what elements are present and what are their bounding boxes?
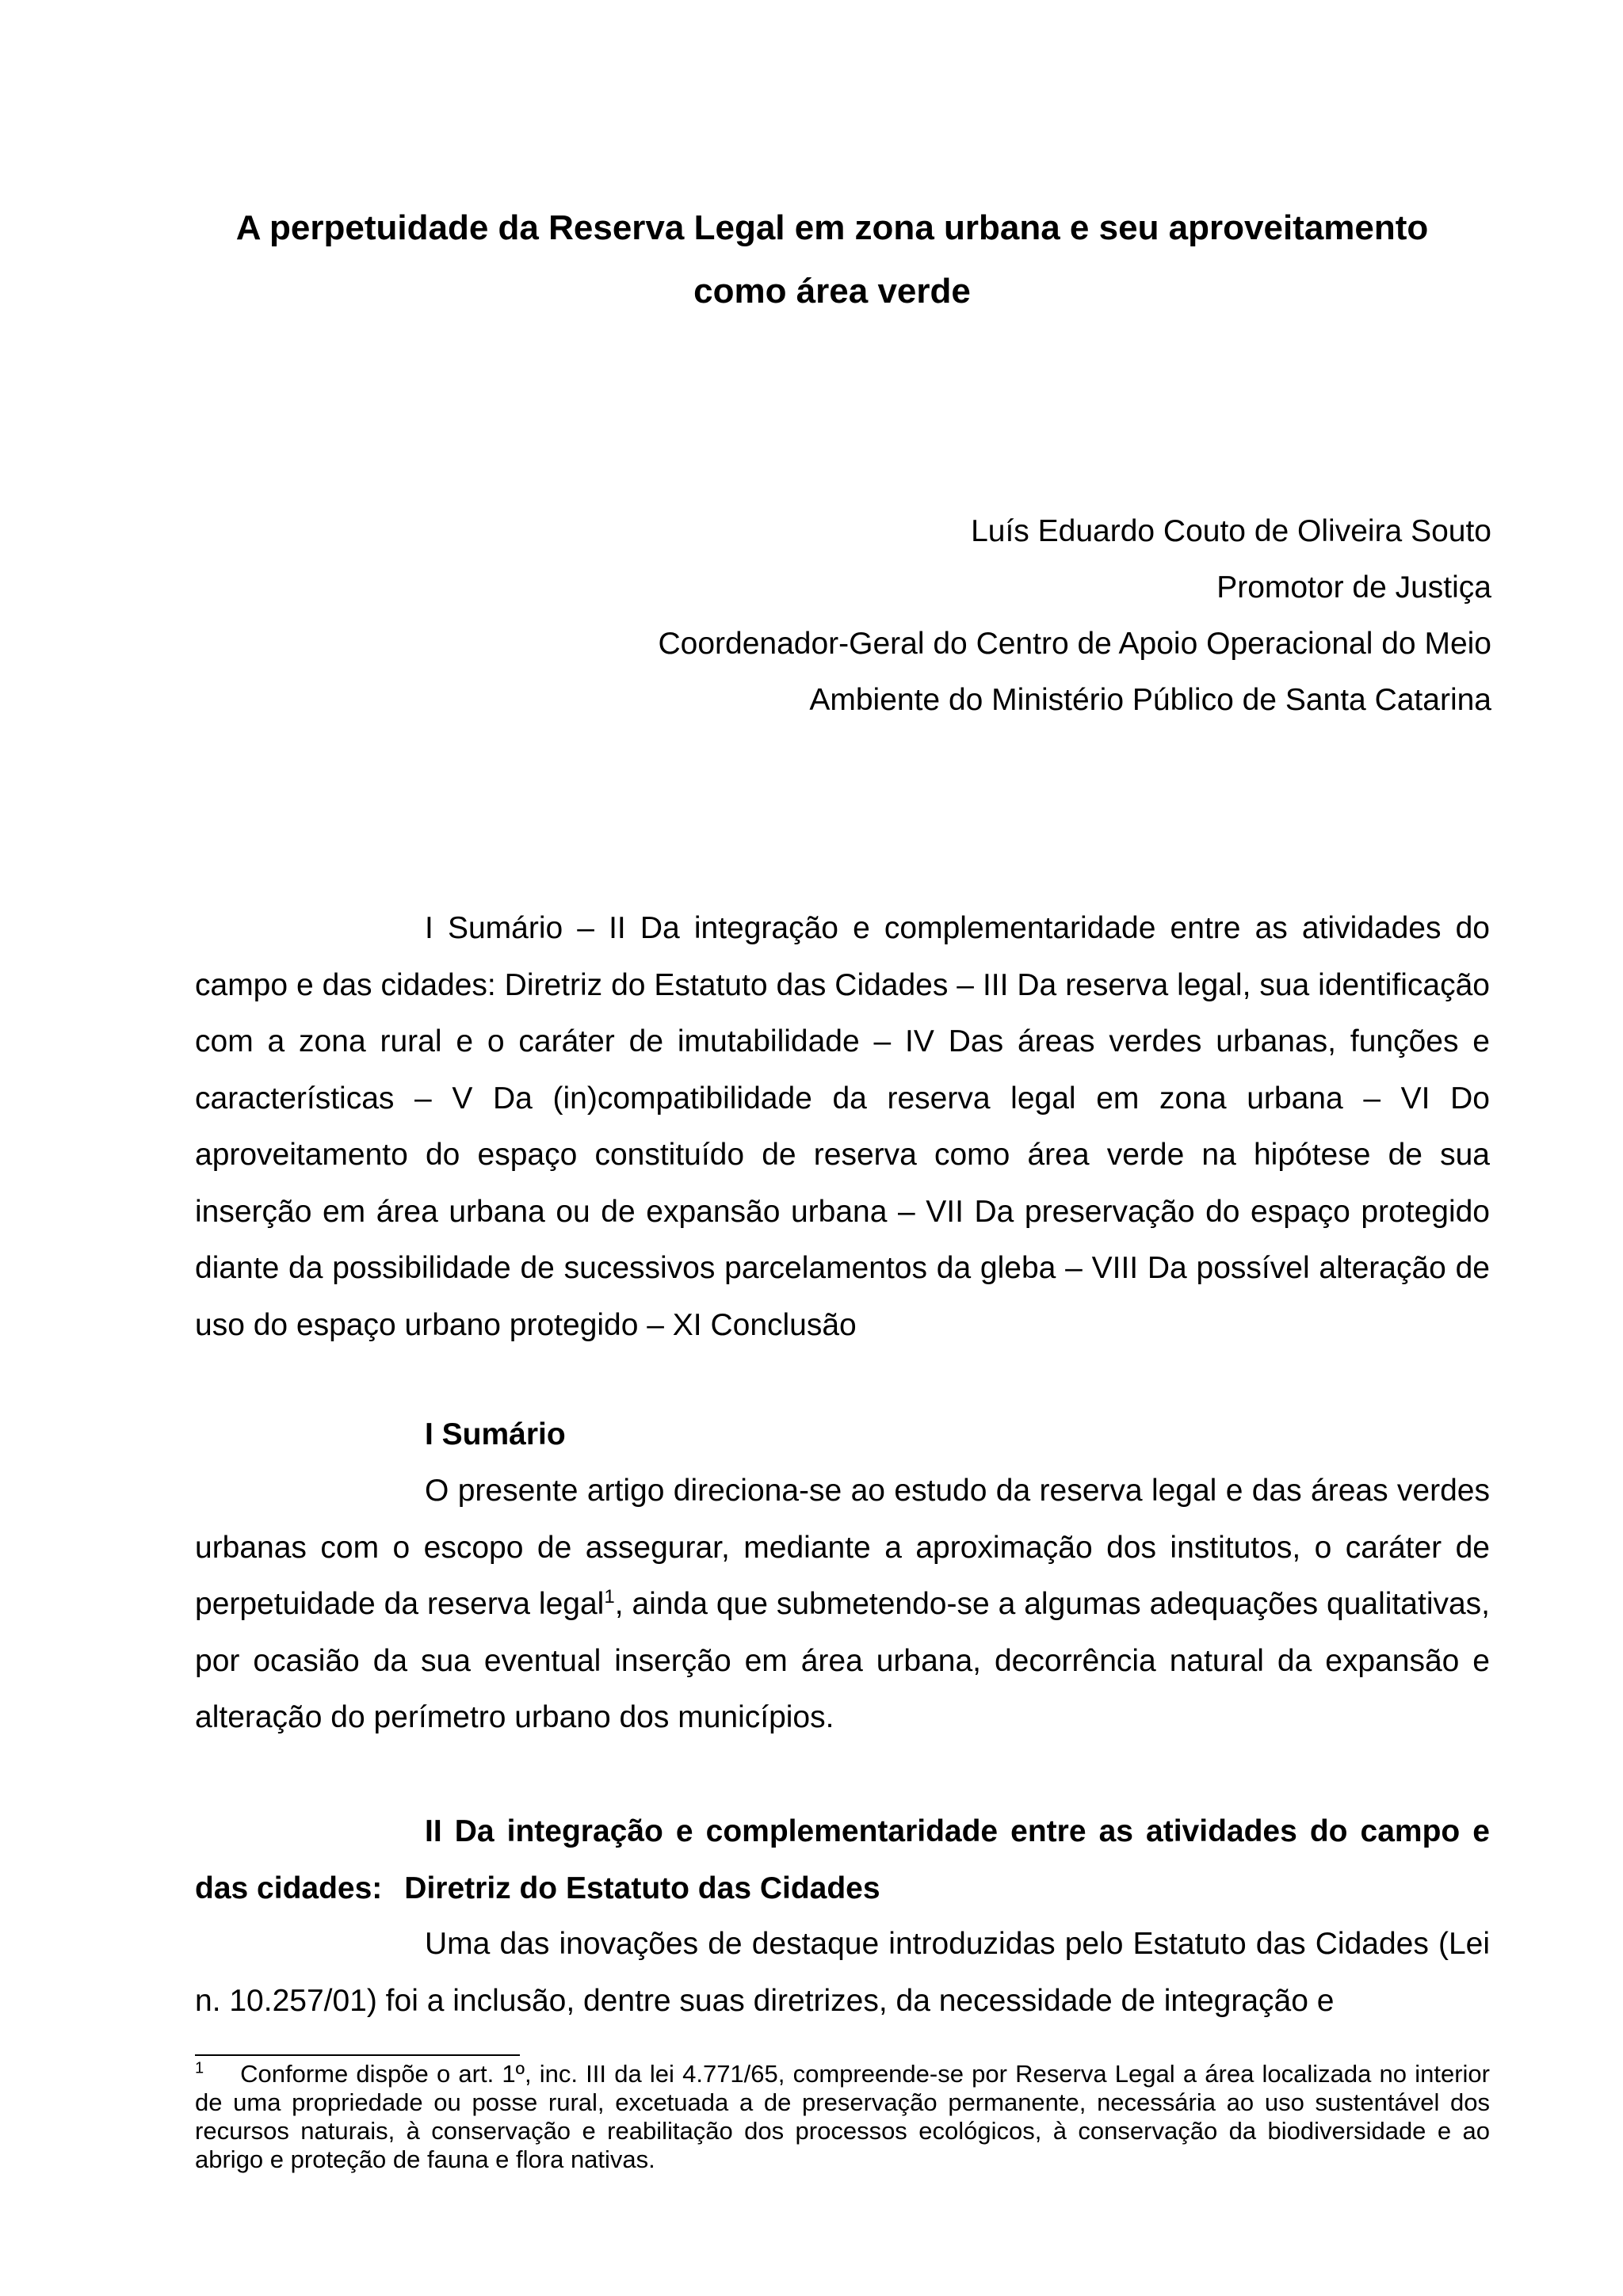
title-line-1: A perpetuidade da Reserva Legal em zona urbana e seu aproveitamento <box>235 208 1429 247</box>
section-2-paragraph: Uma das inovações de destaque introduzidas pelo Estatuto das Cidades (Lei n. 10.257/01) foi a inclusão, dentre suas diretrizes, da necessidade de integração e <box>195 1927 1490 2018</box>
footnote-number: 1 <box>195 2059 204 2077</box>
section-2-body <box>195 1916 1490 2029</box>
footnote-reference[interactable]: 1 <box>604 1586 615 1608</box>
summary-text: I Sumário – II Da integração e complementaridade entre as atividades do campo e das cidades: Diretriz do Estatuto das Cidades – III Da reserva legal, sua identificação com a zona rural e o caráter de imutabilidade – IV Das áreas verdes urbanas, funções e características – V Da (in)compatibilidade da reserva legal em zona urbana – VI Do aproveitamento do espaço constituído de reserva como área verde na hipótese de sua inserção em área urbana ou de expansão urbana – VII Da preservação do espaço protegido diante da possibilidade de sucessivos parcelamentos da gleba – VIII Da possível alteração de uso do espaço urbano protegido – XI Conclusão <box>195 911 1490 1342</box>
author-block <box>382 503 1491 728</box>
author-position-line-1: Coordenador-Geral do Centro de Apoio Operacional do Meio <box>658 627 1491 661</box>
author-role: Promotor de Justiça <box>1216 570 1491 605</box>
document-title <box>158 196 1506 323</box>
section-2-heading-part-1: II Da integração e complementaridade entre as atividades do campo e das cidades: <box>195 1814 1490 1905</box>
author-name: Luís Eduardo Couto de Oliveira Souto <box>971 514 1491 548</box>
section-1-text-before-note: O presente artigo direciona-se ao estudo da reserva legal e das áreas verdes urbanas com o escopo de assegurar, mediante a aproximação dos institutos, o caráter de perpetuidade da reserva legal <box>195 1474 1490 1621</box>
author-position-line-2: Ambiente do Ministério Público de Santa Catarina <box>809 683 1491 717</box>
footnote <box>195 2060 1490 2174</box>
section-2-heading <box>195 1803 1490 1917</box>
section-1-heading: I Sumário <box>425 1417 566 1451</box>
footnote-separator <box>195 2054 520 2056</box>
summary-paragraph <box>195 900 1490 1353</box>
section-1-body <box>195 1463 1490 1746</box>
footnote-text: Conforme dispõe o art. 1º, inc. III da lei 4.771/65, compreende-se por Reserva Legal a área localizada no interior de uma propriedade ou posse rural, excetuada a de preservação permanente, necessária ao uso sustentável dos recursos naturais, à conservação e reabilitação dos processos ecológicos, à conservação da biodiversidade e ao abrigo e proteção de fauna e flora nativas. <box>195 2060 1490 2173</box>
section-2-heading-part-2: Diretriz do Estatuto das Cidades <box>404 1871 880 1905</box>
section-1-paragraph <box>195 1463 1490 1746</box>
title-line-2: como área verde <box>693 272 971 311</box>
section-1-text-after-note: , ainda que submetendo-se a algumas adequações qualitativas, por ocasião da sua eventual inserção em área urbana, decorrência natural da expansão e alteração do perímetro urbano dos municípios. <box>195 1587 1491 1734</box>
